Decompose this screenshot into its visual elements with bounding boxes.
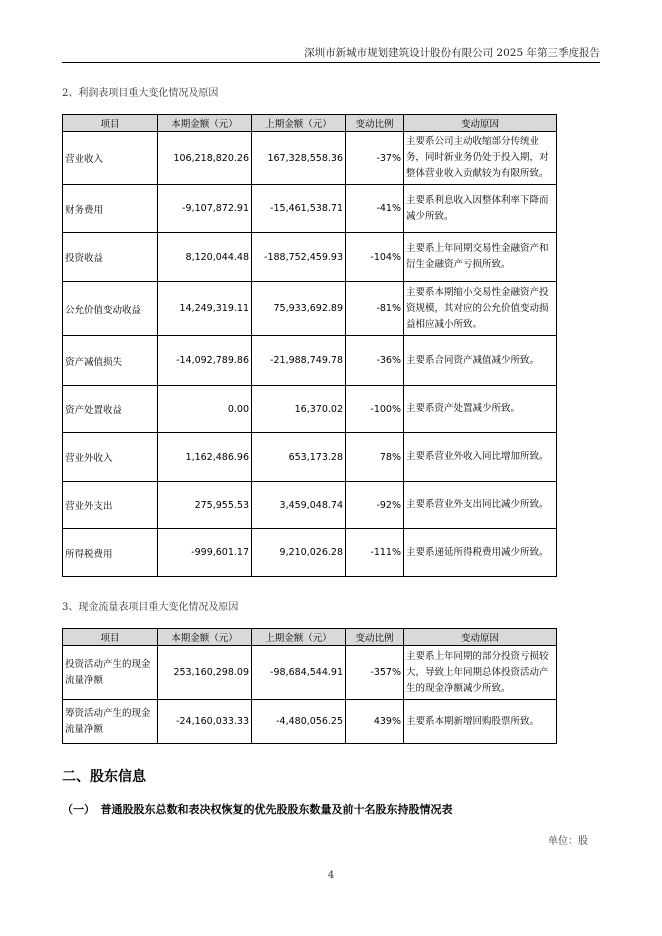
- col-header-change: 变动比例: [346, 115, 404, 132]
- page-number: 4: [327, 870, 335, 881]
- row-change-ratio: -36%: [346, 336, 404, 386]
- row-item: 营业收入: [63, 132, 158, 185]
- row-current-amount: 275,955.53: [158, 482, 252, 529]
- row-item: 资产处置收益: [63, 386, 158, 433]
- table-row: [63, 233, 557, 282]
- row-reason: 主要系递延所得税费用减少所致。: [404, 529, 557, 577]
- row-item: 公允价值变动收益: [63, 282, 158, 336]
- col-header-change: 变动比例: [346, 629, 404, 646]
- row-previous-amount: 16,370.02: [252, 386, 346, 433]
- shareholder-section-heading: 二、股东信息: [62, 769, 146, 785]
- row-change-ratio: -104%: [346, 233, 404, 282]
- table-row: [63, 529, 557, 577]
- row-previous-amount: 75,933,692.89: [252, 282, 346, 336]
- report-header-title: 深圳市新城市规划建筑设计股份有限公司 2025 年第三季度报告: [304, 47, 600, 59]
- row-change-ratio: -111%: [346, 529, 404, 577]
- table-header-row: [63, 115, 557, 132]
- row-previous-amount: 9,210,026.28: [252, 529, 346, 577]
- row-reason: 主要系合同资产减值减少所致。: [404, 336, 557, 386]
- row-current-amount: 8,120,044.48: [158, 233, 252, 282]
- row-current-amount: -24,160,033.33: [158, 700, 252, 744]
- col-header-item: 项目: [63, 629, 158, 646]
- row-current-amount: 253,160,298.09: [158, 646, 252, 700]
- header-divider: [62, 62, 600, 63]
- row-change-ratio: -92%: [346, 482, 404, 529]
- table-row: [63, 336, 557, 386]
- row-previous-amount: 3,459,048.74: [252, 482, 346, 529]
- row-change-ratio: -100%: [346, 386, 404, 433]
- table-row: [63, 646, 557, 700]
- income-section-caption: 2、利润表项目重大变化情况及原因: [62, 88, 219, 99]
- col-header-reason: 变动原因: [404, 115, 557, 132]
- row-reason: 主要系本期缩小交易性金融资产投资规模，其对应的公允价值变动损益相应减小所致。: [404, 282, 557, 336]
- col-header-current: 本期金额（元）: [158, 629, 252, 646]
- row-item: 营业外支出: [63, 482, 158, 529]
- col-header-previous: 上期金额（元）: [252, 115, 346, 132]
- row-change-ratio: -37%: [346, 132, 404, 185]
- table-row: [63, 700, 557, 744]
- cashflow-section-caption: 3、现金流量表项目重大变化情况及原因: [62, 602, 239, 613]
- table-row: [63, 185, 557, 233]
- row-reason: 主要系本期新增回购股票所致。: [404, 700, 557, 744]
- row-reason: 主要系营业外支出同比减少所致。: [404, 482, 557, 529]
- row-previous-amount: 167,328,558.36: [252, 132, 346, 185]
- row-previous-amount: -4,480,056.25: [252, 700, 346, 744]
- row-reason: 主要系营业外收入同比增加所致。: [404, 433, 557, 482]
- row-previous-amount: -15,461,538.71: [252, 185, 346, 233]
- row-change-ratio: -357%: [346, 646, 404, 700]
- row-change-ratio: 439%: [346, 700, 404, 744]
- col-header-previous: 上期金额（元）: [252, 629, 346, 646]
- row-current-amount: -999,601.17: [158, 529, 252, 577]
- row-item: 财务费用: [63, 185, 158, 233]
- table-header-row: [63, 629, 557, 646]
- row-item: 投资活动产生的现金流量净额: [63, 646, 158, 700]
- row-reason: 主要系上年同期交易性金融资产和衍生金融资产亏损所致。: [404, 233, 557, 282]
- shareholder-subsection-heading: （一） 普通股股东总数和表决权恢复的优先股股东数量及前十名股东持股情况表: [62, 803, 453, 816]
- table-row: [63, 482, 557, 529]
- row-reason: 主要系资产处置减少所致。: [404, 386, 557, 433]
- col-header-current: 本期金额（元）: [158, 115, 252, 132]
- row-change-ratio: -41%: [346, 185, 404, 233]
- row-reason: 主要系公司主动收缩部分传统业务，同时新业务仍处于投入期，对整体营业收入贡献较为有限所致。: [404, 132, 557, 185]
- row-current-amount: 14,249,319.11: [158, 282, 252, 336]
- row-previous-amount: -21,988,749.78: [252, 336, 346, 386]
- cashflow-statement-table: [62, 628, 557, 744]
- row-current-amount: 1,162,486.96: [158, 433, 252, 482]
- col-header-item: 项目: [63, 115, 158, 132]
- row-item: 投资收益: [63, 233, 158, 282]
- row-reason: 主要系上年同期的部分投资亏损较大，导致上年同期总体投资活动产生的现金净额减少所致。: [404, 646, 557, 700]
- row-previous-amount: -98,684,544.91: [252, 646, 346, 700]
- row-current-amount: -9,107,872.91: [158, 185, 252, 233]
- row-item: 筹资活动产生的现金流量净额: [63, 700, 158, 744]
- row-reason: 主要系利息收入因整体利率下降而减少所致。: [404, 185, 557, 233]
- row-item: 资产减值损失: [63, 336, 158, 386]
- table-row: [63, 132, 557, 185]
- table-row: [63, 282, 557, 336]
- row-current-amount: 0.00: [158, 386, 252, 433]
- row-change-ratio: -81%: [346, 282, 404, 336]
- col-header-reason: 变动原因: [404, 629, 557, 646]
- row-item: 营业外收入: [63, 433, 158, 482]
- table-row: [63, 386, 557, 433]
- row-current-amount: 106,218,820.26: [158, 132, 252, 185]
- row-previous-amount: -188,752,459.93: [252, 233, 346, 282]
- row-previous-amount: 653,173.28: [252, 433, 346, 482]
- unit-label: 单位：股: [548, 836, 588, 847]
- table-row: [63, 433, 557, 482]
- income-statement-table: [62, 114, 557, 577]
- row-current-amount: -14,092,789.86: [158, 336, 252, 386]
- row-item: 所得税费用: [63, 529, 158, 577]
- row-change-ratio: 78%: [346, 433, 404, 482]
